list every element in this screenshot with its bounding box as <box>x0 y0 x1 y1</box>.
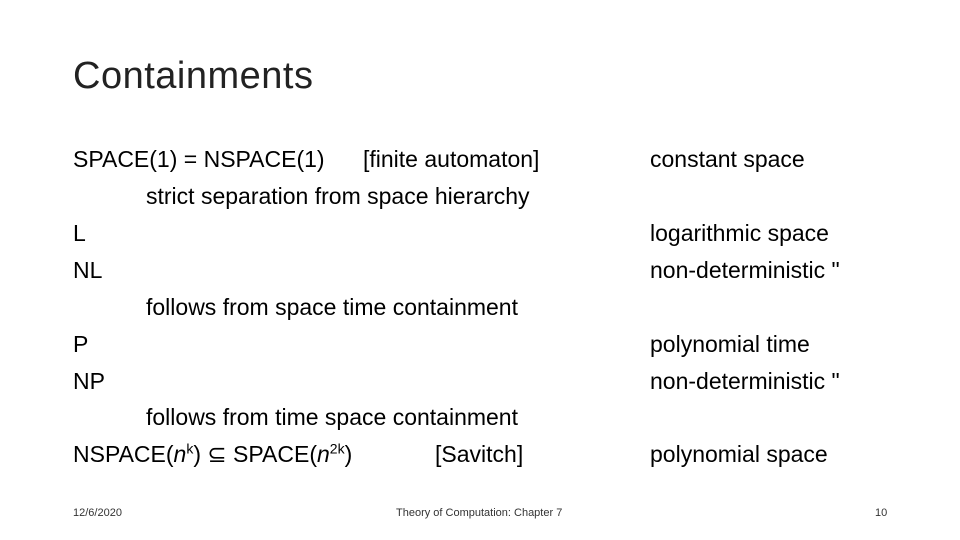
strict-separation-note: strict separation from space hierarchy <box>146 183 530 209</box>
class-NL: NL <box>73 257 103 283</box>
savitch-n: n <box>173 441 187 467</box>
savitch-n2: n <box>316 441 330 467</box>
nondeterministic-label-2: non-deterministic " <box>650 368 840 394</box>
space-time-note: follows from space time containment <box>146 294 518 320</box>
footer-page-number: 10 <box>875 507 888 519</box>
class-L: L <box>73 220 86 246</box>
time-space-note: follows from time space containment <box>146 404 518 430</box>
footer-date: 12/6/2020 <box>73 507 122 519</box>
polynomial-space-label: polynomial space <box>650 441 828 467</box>
footer-course: Theory of Computation: Chapter 7 <box>396 507 563 519</box>
constant-space-label: constant space <box>650 146 805 172</box>
savitch-2k: 2k <box>329 440 345 457</box>
savitch-part1: NSPACE( <box>73 441 174 467</box>
polynomial-time-label: polynomial time <box>650 331 810 357</box>
slide-title: Containments <box>73 55 314 97</box>
savitch-k: k <box>186 440 194 457</box>
savitch-part2: ) ⊆ SPACE( <box>193 441 317 467</box>
savitch-part3: ) <box>344 441 353 467</box>
nondeterministic-label-1: non-deterministic " <box>650 257 840 283</box>
savitch-containment <box>73 439 352 469</box>
savitch-citation: [Savitch] <box>435 441 524 467</box>
logarithmic-space-label: logarithmic space <box>650 220 829 246</box>
class-P: P <box>73 331 89 357</box>
space1-equality: SPACE(1) = NSPACE(1) <box>73 146 325 172</box>
class-NP: NP <box>73 368 105 394</box>
finite-automaton-note: [finite automaton] <box>363 146 540 172</box>
